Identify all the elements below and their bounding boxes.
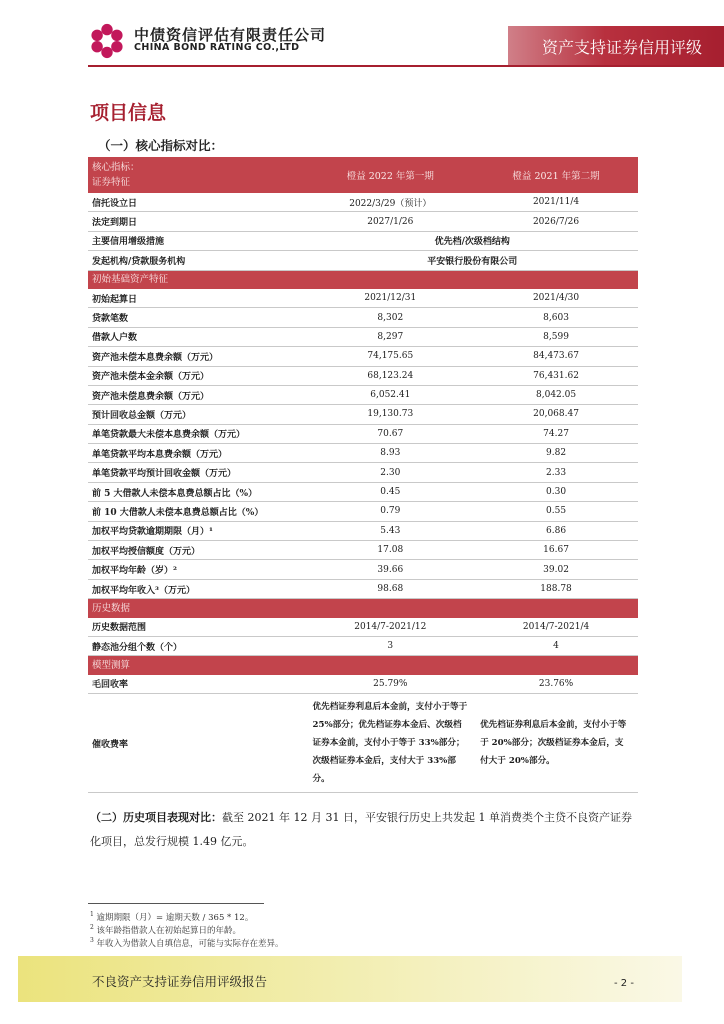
row-label: 加权平均授信额度（万元） (88, 541, 307, 560)
subsection-title: （一）核心指标对比： (98, 138, 224, 153)
value-2022: 6,052.41 (307, 385, 475, 404)
table-row (88, 618, 638, 637)
footer-report-title: 不良资产支持证券信用评级报告 (92, 974, 268, 989)
row-label: 加权平均年龄（岁）² (88, 560, 307, 579)
table-row (88, 675, 638, 694)
table-section-header: 核心指标： 证券特征 橙益 2022 年第一期 橙益 2021 年第二期 (88, 157, 638, 193)
table-row (88, 366, 638, 385)
table-row (88, 560, 638, 579)
value-2021: 16.67 (474, 541, 638, 560)
row-label: 发起机构/贷款服务机构 (88, 251, 307, 270)
table-row (88, 521, 638, 540)
value-2021: 4 (474, 636, 638, 655)
value-2021: 0.30 (474, 482, 638, 501)
table-row (88, 482, 638, 501)
value-2021: 9.82 (474, 444, 638, 463)
value-2022: 17.08 (307, 541, 475, 560)
table-row (88, 579, 638, 598)
value-2022: 0.45 (307, 482, 475, 501)
value-2021: 优先档证券利息后本金前，支付小于等于 20%部分；次级档证券本金后，支付大于 20%部分。 (474, 694, 638, 793)
row-label: 加权平均贷款逾期期限（月）¹ (88, 521, 307, 540)
flower-logo-icon (88, 22, 126, 60)
report-category: 资产支持证券信用评级 (541, 38, 702, 57)
row-label: 前 5 大借款人未偿本息费总额占比（%） (88, 482, 307, 501)
value-2021: 2021/11/4 (474, 193, 638, 212)
value-2021: 2026/7/26 (474, 212, 638, 231)
value-2022: 39.66 (307, 560, 475, 579)
value-2021: 74.27 (474, 424, 638, 443)
page-number: - 2 - (614, 978, 634, 989)
table-row (88, 636, 638, 655)
table-row (88, 541, 638, 560)
row-label: 静态池分组个数（个） (88, 636, 307, 655)
value-2022: 25.79% (307, 675, 475, 694)
row-label: 借款人户数 (88, 327, 307, 346)
table-row (88, 289, 638, 308)
row-label: 资产池未偿本金余额（万元） (88, 366, 307, 385)
value-2022: 98.68 (307, 579, 475, 598)
value-2022: 5.43 (307, 521, 475, 540)
value-2021: 8,042.05 (474, 385, 638, 404)
value-2021: 8,599 (474, 327, 638, 346)
table-row (88, 251, 638, 270)
value-2021: 8,603 (474, 308, 638, 327)
value-2022: 2.30 (307, 463, 475, 482)
row-label: 主要信用增级措施 (88, 231, 307, 250)
row-label: 资产池未偿本息费余额（万元） (88, 347, 307, 366)
table-row (88, 444, 638, 463)
table-section-header: 模型测算 (88, 656, 638, 675)
value-2021: 39.02 (474, 560, 638, 579)
footnote-2: $^2$ 该年龄指借款人在初始起算日的年龄。 (90, 924, 242, 936)
value-2022: 8,297 (307, 327, 475, 346)
value-2022: 74,175.65 (307, 347, 475, 366)
table-row (88, 405, 638, 424)
header-category-band (508, 26, 724, 66)
table-row (88, 463, 638, 482)
merged-value: 优先档/次级档结构 (307, 231, 638, 250)
row-label: 单笔贷款平均预计回收金额（万元） (88, 463, 307, 482)
row-label: 信托设立日 (88, 193, 307, 212)
value-2021: 188.78 (474, 579, 638, 598)
paragraph-lead: （二）历史项目表现对比： (90, 811, 222, 824)
value-2022: 3 (307, 636, 475, 655)
row-label: 法定到期日 (88, 212, 307, 231)
table-section-header: 历史数据 (88, 599, 638, 618)
row-label: 预计回收总金额（万元） (88, 405, 307, 424)
section-title: 项目信息 (90, 102, 167, 124)
header-divider (88, 65, 724, 67)
value-2022: 2027/1/26 (307, 212, 475, 231)
footnote-3: $^3$ 年收入为借款人自填信息，可能与实际存在差异。 (90, 937, 284, 949)
history-paragraph (90, 806, 634, 854)
table-row (88, 424, 638, 443)
value-2022: 70.67 (307, 424, 475, 443)
value-2021: 23.76% (474, 675, 638, 694)
table-row (88, 385, 638, 404)
table-row (88, 212, 638, 231)
row-label: 单笔贷款平均本息费余额（万元） (88, 444, 307, 463)
column-header-2022: 橙益 2022 年第一期 (307, 157, 475, 193)
value-2022: 8,302 (307, 308, 475, 327)
value-2022: 2021/12/31 (307, 289, 475, 308)
table-row (88, 231, 638, 250)
value-2021: 76,431.62 (474, 366, 638, 385)
page-header (0, 0, 724, 66)
company-name-en: CHINA BOND RATING CO.,LTD (134, 42, 300, 53)
value-2022: 优先档证券利息后本金前，支付小于等于 25%部分；优先档证券本金后、次级档证券本金前，支付小于等于 33%部分；次级档证券本金后，支付大于 33%部分。 (307, 694, 475, 793)
table-row (88, 694, 638, 793)
value-2021: 2021/4/30 (474, 289, 638, 308)
table-row (88, 327, 638, 346)
table-row (88, 308, 638, 327)
row-label: 催收费率 (88, 694, 307, 793)
row-label: 资产池未偿息费余额（万元） (88, 385, 307, 404)
table-row (88, 193, 638, 212)
row-label: 毛回收率 (88, 675, 307, 694)
value-2022: 68,123.24 (307, 366, 475, 385)
row-label: 初始起算日 (88, 289, 307, 308)
company-name-cn: 中债资信评估有限责任公司 (134, 26, 327, 44)
row-label: 贷款笔数 (88, 308, 307, 327)
row-label: 加权平均年收入³（万元） (88, 579, 307, 598)
value-2021: 6.86 (474, 521, 638, 540)
table-section-header: 初始基础资产特征 (88, 270, 638, 289)
value-2021: 0.55 (474, 502, 638, 521)
row-label: 历史数据范围 (88, 618, 307, 637)
footnote-divider (88, 903, 264, 904)
value-2022: 8.93 (307, 444, 475, 463)
value-2021: 20,068.47 (474, 405, 638, 424)
value-2022: 0.79 (307, 502, 475, 521)
merged-value: 平安银行股份有限公司 (307, 251, 638, 270)
value-2021: 2014/7-2021/4 (474, 618, 638, 637)
paragraph-text: 截至 2021 年 12 月 31 日，平安银行历史上共发起 1 单消费类个主贷不良资产证券化项目，总发行规模 1.49 亿元。 (90, 811, 632, 848)
row-label: 单笔贷款最大未偿本息费余额（万元） (88, 424, 307, 443)
value-2022: 19,130.73 (307, 405, 475, 424)
table-row (88, 347, 638, 366)
row-label: 前 10 大借款人未偿本息费总额占比（%） (88, 502, 307, 521)
footer-bar (18, 956, 682, 1002)
value-2022: 2014/7-2021/12 (307, 618, 475, 637)
value-2021: 2.33 (474, 463, 638, 482)
table-row (88, 502, 638, 521)
column-header-2021: 橙益 2021 年第二期 (474, 157, 638, 193)
value-2021: 84,473.67 (474, 347, 638, 366)
value-2022: 2022/3/29（预计） (307, 193, 475, 212)
core-indicators-table (88, 157, 638, 793)
footnote-1: $^1$ 逾期期限（月）= 逾期天数 / 365 * 12。 (90, 911, 254, 923)
